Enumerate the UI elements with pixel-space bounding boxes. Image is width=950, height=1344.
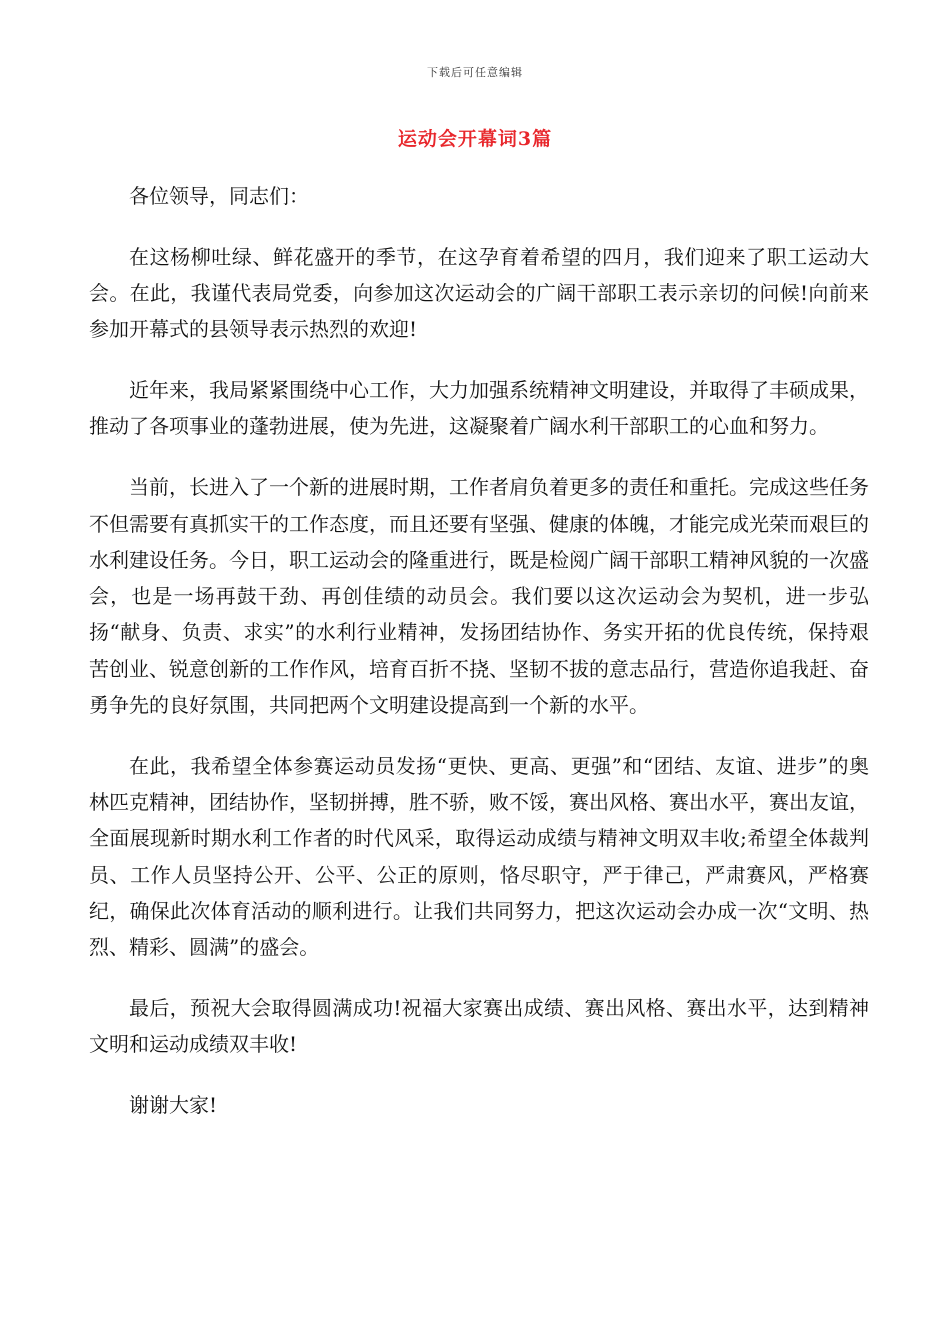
document-body: [89, 178, 869, 1148]
paragraph: 在这杨柳吐绿、鲜花盛开的季节，在这孕育着希望的四月，我们迎来了职工运动大会。在此，我谨代表局党委，向参加这次运动会的广阔干部职工表示亲切的问候!向前来参加开幕式的县领导表示热烈的欢迎!: [89, 244, 869, 342]
paragraph: 在此，我希望全体参赛运动员发扬“更快、更高、更强”和“团结、友谊、进步”的奥林匹克精神，团结协作，坚韧拼搏，胜不骄，败不馁，赛出风格、赛出水平，赛出友谊，全面展现新时期水利工作者的时代风采，取得运动成绩与精神文明双丰收;希望全体裁判员、工作人员坚持公开、公平、公正的原则，恪尽职守，严于律己，严肃赛风，严格赛纪，确保此次体育活动的顺利进行。让我们共同努力，把这次运动会办成一次“文明、热烈、精彩、圆满”的盛会。: [89, 753, 869, 960]
closing: 谢谢大家!: [129, 1093, 218, 1118]
paragraph: 最后，预祝大会取得圆满成功!祝福大家赛出成绩、赛出风格、赛出水平，达到精神文明和运动成绩双丰收!: [89, 996, 869, 1057]
salutation: 各位领导，同志们：: [129, 184, 309, 208]
paragraph: 近年来，我局紧紧围绕中心工作，大力加强系统精神文明建设，并取得了丰硕成果，推动了各项事业的蓬勃进展，使为先进，这凝聚着广阔水利干部职工的心血和努力。: [89, 378, 869, 439]
document-title: 运动会开幕词3篇: [397, 128, 553, 150]
paragraph: 当前，长进入了一个新的进展时期，工作者肩负着更多的责任和重托。完成这些任务不但需要有真抓实干的工作态度，而且还要有坚强、健康的体魄，才能完成光荣而艰巨的水利建设任务。今日，职工运动会的隆重进行，既是检阅广阔干部职工精神风貌的一次盛会，也是一场再鼓干劲、再创佳绩的动员会。我们要以这次运动会为契机，进一步弘扬“献身、负责、求实”的水利行业精神，发扬团结协作、务实开拓的优良传统，保持艰苦创业、锐意创新的工作作风，培育百折不挠、坚韧不拔的意志品行，营造你追我赶、奋勇争先的良好氛围，共同把两个文明建设提高到一个新的水平。: [89, 475, 869, 718]
header-note: 下载后可任意编辑: [427, 66, 523, 79]
